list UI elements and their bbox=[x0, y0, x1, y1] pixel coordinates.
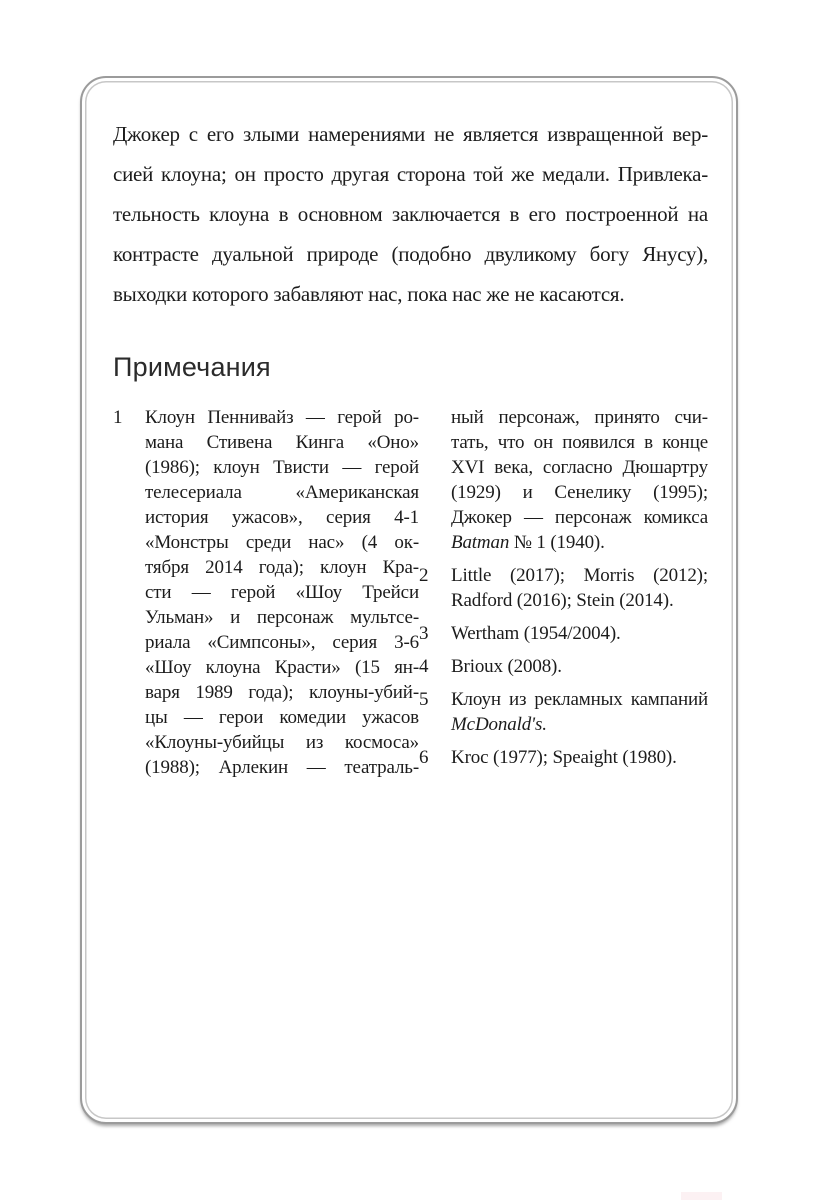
text-line: «Монстры среди нас» (4 ок- bbox=[145, 532, 419, 553]
text-line: XVI века, согласно Дюшартру bbox=[451, 457, 708, 478]
text-line: (1988); Арлекин — театраль- bbox=[145, 757, 419, 778]
note-item bbox=[113, 405, 419, 780]
body-paragraph bbox=[113, 114, 708, 314]
note-text bbox=[451, 563, 708, 613]
note-number: 5 bbox=[419, 689, 429, 710]
text-line: Клоун из рекламных кампаний bbox=[451, 689, 708, 710]
bottom-edge-artifact bbox=[681, 1192, 722, 1200]
text-line: цы — герои комедии ужасов bbox=[145, 707, 419, 728]
text-line: Джокер с его злыми намерениями не является извращенной вер- bbox=[113, 122, 708, 146]
text-line: тября 2014 года); клоун Кра- bbox=[145, 557, 419, 578]
notes-column-left bbox=[113, 405, 419, 780]
text-line: варя 1989 года); клоуны-убий- bbox=[145, 682, 419, 703]
text-line: выходки которого забавляют нас, пока нас же не касаются. bbox=[113, 282, 625, 306]
note-text bbox=[451, 745, 708, 770]
text-line: Клоун Пеннивайз — герой ро- bbox=[145, 407, 419, 428]
note-item bbox=[419, 687, 708, 737]
text-line: (1929) и Сенелику (1995); bbox=[451, 482, 708, 503]
note-item bbox=[419, 405, 708, 555]
notes-column-right bbox=[419, 405, 708, 780]
text-line: «Клоуны-убийцы из космоса» bbox=[145, 732, 419, 753]
note-text bbox=[451, 621, 708, 646]
note-item bbox=[419, 654, 708, 679]
note-text bbox=[451, 687, 708, 737]
note-number: 4 bbox=[419, 656, 429, 677]
text-line: Джокер — персонаж комикса bbox=[451, 507, 708, 528]
note-number: 6 bbox=[419, 747, 429, 768]
note-item bbox=[419, 621, 708, 646]
text-line: Ульман» и персонаж мультсе- bbox=[145, 607, 419, 628]
text-line: «Шоу клоуна Красти» (15 ян- bbox=[145, 657, 419, 678]
notes-columns bbox=[113, 405, 708, 780]
text-line: Wertham (1954/2004). bbox=[451, 623, 621, 644]
text-line: (1986); клоун Твисти — герой bbox=[145, 457, 419, 478]
book-page-card bbox=[80, 76, 738, 1124]
text-line: Batman № 1 (1940). bbox=[451, 532, 605, 553]
text-line: McDonald's. bbox=[451, 714, 547, 735]
text-line: риала «Симпсоны», серия 3-6 bbox=[145, 632, 419, 653]
note-number: 3 bbox=[419, 623, 429, 644]
notes-heading: Примечания bbox=[113, 352, 271, 382]
text-line: тельность клоуна в основном заключается в его построенной на bbox=[113, 202, 708, 226]
text-line: Radford (2016); Stein (2014). bbox=[451, 590, 674, 611]
note-item bbox=[419, 563, 708, 613]
note-text bbox=[451, 405, 708, 555]
note-item bbox=[419, 745, 708, 770]
text-line: история ужасов», серия 4-1 bbox=[145, 507, 419, 528]
text-line: сти — герой «Шоу Трейси bbox=[145, 582, 419, 603]
text-line: ный персонаж, принято счи- bbox=[451, 407, 708, 428]
text-line: мана Стивена Кинга «Оно» bbox=[145, 432, 419, 453]
text-line: телесериала «Американская bbox=[145, 482, 419, 503]
note-text bbox=[451, 654, 708, 679]
note-number: 2 bbox=[419, 565, 429, 586]
text-line: тать, что он появился в конце bbox=[451, 432, 708, 453]
note-text bbox=[145, 405, 419, 780]
text-line: Little (2017); Morris (2012); bbox=[451, 565, 708, 586]
text-line: Brioux (2008). bbox=[451, 656, 562, 677]
note-number bbox=[419, 405, 451, 555]
text-line: Kroc (1977); Speaight (1980). bbox=[451, 747, 677, 768]
text-line: сией клоуна; он просто другая сторона той же медали. Привлека- bbox=[113, 162, 708, 186]
text-line: контрасте дуальной природе (подобно двуликому богу Янусу), bbox=[113, 242, 708, 266]
note-number: 1 bbox=[113, 407, 123, 428]
